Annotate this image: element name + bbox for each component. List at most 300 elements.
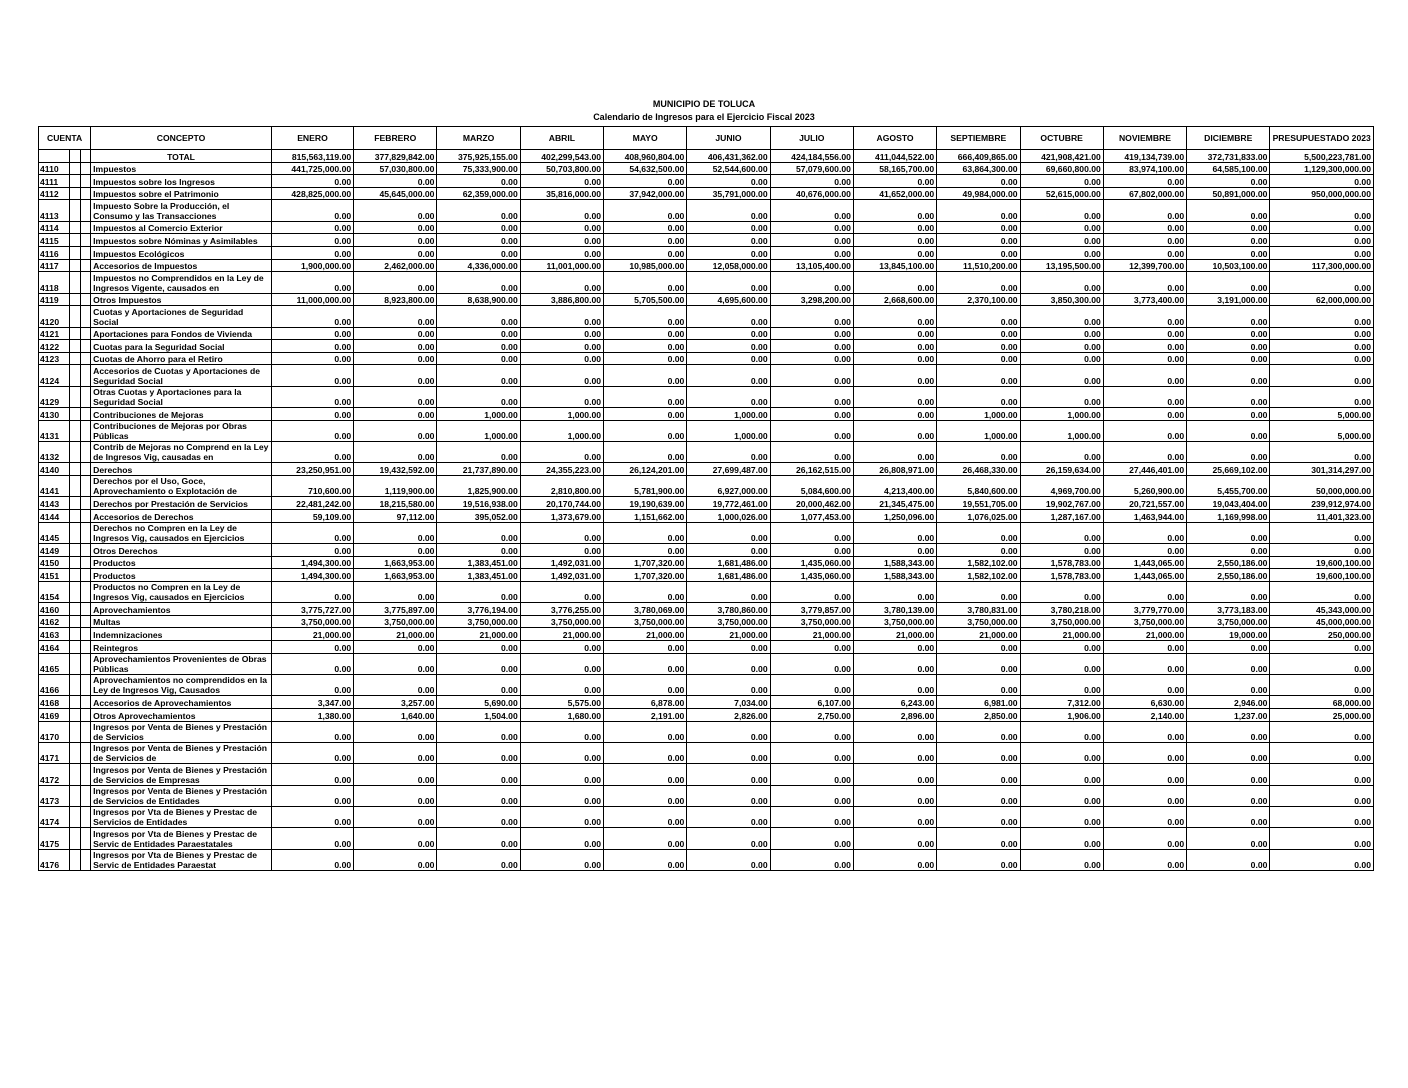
- subaccount-cell: [70, 721, 81, 742]
- table-row: [39, 569, 1374, 582]
- concept-cell: TOTAL: [91, 150, 272, 163]
- month-value-cell: 0.00: [937, 807, 1020, 828]
- month-value-cell: 0.00: [1103, 442, 1186, 463]
- month-value-cell: 0.00: [1020, 272, 1103, 293]
- month-value-cell: 3,750,000.00: [687, 615, 770, 628]
- month-value-cell: 0.00: [271, 807, 353, 828]
- month-value-cell: 0.00: [271, 653, 353, 674]
- concept-cell: Productos: [91, 569, 272, 582]
- month-value-cell: 0.00: [1103, 807, 1186, 828]
- month-value-cell: 0.00: [520, 581, 603, 602]
- subaccount-cell: [70, 522, 81, 543]
- month-value-cell: 0.00: [271, 420, 353, 441]
- month-value-cell: 0.00: [770, 721, 853, 742]
- table-row: [39, 742, 1374, 763]
- income-calendar-table: [38, 126, 1374, 871]
- budget-total-cell: 0.00: [1270, 544, 1374, 557]
- month-value-cell: 0.00: [687, 175, 770, 188]
- month-value-cell: 50,891,000.00: [1187, 187, 1270, 200]
- month-value-cell: 1,681,486.00: [687, 556, 770, 569]
- month-value-cell: 0.00: [354, 442, 437, 463]
- month-value-cell: 424,184,556.00: [770, 150, 853, 163]
- month-value-cell: 35,791,000.00: [687, 187, 770, 200]
- table-row: [39, 708, 1374, 721]
- month-value-cell: 0.00: [271, 522, 353, 543]
- month-value-cell: 3,750,000.00: [1103, 615, 1186, 628]
- table-row: [39, 442, 1374, 463]
- table-row: [39, 556, 1374, 569]
- account-code-cell: 4168: [39, 696, 70, 709]
- month-value-cell: 1,000.00: [687, 408, 770, 421]
- month-value-cell: 0.00: [1020, 785, 1103, 806]
- month-value-cell: 0.00: [604, 742, 687, 763]
- table-row: [39, 849, 1374, 870]
- month-value-cell: 0.00: [437, 828, 520, 849]
- month-value-cell: 0.00: [937, 386, 1020, 407]
- month-value-cell: 408,960,804.00: [604, 150, 687, 163]
- table-row: [39, 293, 1374, 306]
- month-value-cell: 0.00: [354, 246, 437, 259]
- document-title: MUNICIPIO DE TOLUCA: [652, 99, 756, 109]
- month-value-cell: 0.00: [1020, 200, 1103, 221]
- month-value-cell: 0.00: [1020, 352, 1103, 365]
- month-value-cell: 0.00: [1187, 221, 1270, 234]
- table-row: [39, 628, 1374, 641]
- concept-cell: Multas: [91, 615, 272, 628]
- month-value-cell: 1,000.00: [937, 408, 1020, 421]
- month-value-cell: 3,750,000.00: [1020, 615, 1103, 628]
- subaccount-cell: [70, 293, 81, 306]
- month-value-cell: 1,588,343.00: [853, 569, 936, 582]
- concept-cell: Cuotas de Ahorro para el Retiro: [91, 352, 272, 365]
- month-value-cell: 0.00: [271, 764, 353, 785]
- subaccount-cell: [81, 187, 91, 200]
- month-value-cell: 2,370,100.00: [937, 293, 1020, 306]
- month-value-cell: 0.00: [520, 721, 603, 742]
- month-value-cell: 0.00: [853, 234, 936, 247]
- subaccount-cell: [70, 420, 81, 441]
- subaccount-cell: [81, 234, 91, 247]
- month-value-cell: 1,383,451.00: [437, 569, 520, 582]
- month-value-cell: 62,359,000.00: [437, 187, 520, 200]
- month-value-cell: 0.00: [1187, 640, 1270, 653]
- subaccount-cell: [81, 640, 91, 653]
- month-value-cell: 0.00: [354, 581, 437, 602]
- account-code-cell: 4175: [39, 828, 70, 849]
- month-value-cell: 19,902,767.00: [1020, 497, 1103, 510]
- budget-total-cell: 0.00: [1270, 764, 1374, 785]
- table-row: [39, 764, 1374, 785]
- month-value-cell: 0.00: [687, 221, 770, 234]
- month-value-cell: 21,000.00: [271, 628, 353, 641]
- subaccount-cell: [70, 628, 81, 641]
- month-value-cell: 0.00: [1187, 246, 1270, 259]
- month-value-cell: 57,079,600.00: [770, 162, 853, 175]
- account-code-cell: 4110: [39, 162, 70, 175]
- month-value-cell: 0.00: [271, 442, 353, 463]
- account-code-cell: 4140: [39, 463, 70, 476]
- month-value-cell: 1,151,662.00: [604, 510, 687, 523]
- subaccount-cell: [70, 674, 81, 695]
- month-value-cell: 0.00: [354, 640, 437, 653]
- month-value-cell: 1,681,486.00: [687, 569, 770, 582]
- column-header-marzo: MARZO: [437, 127, 520, 150]
- month-value-cell: 5,455,700.00: [1187, 476, 1270, 497]
- month-value-cell: 69,660,800.00: [1020, 162, 1103, 175]
- table-row: [39, 522, 1374, 543]
- month-value-cell: 0.00: [271, 340, 353, 353]
- month-value-cell: 1,582,102.00: [937, 556, 1020, 569]
- month-value-cell: 35,816,000.00: [520, 187, 603, 200]
- month-value-cell: 0.00: [1187, 306, 1270, 327]
- month-value-cell: 0.00: [937, 522, 1020, 543]
- month-value-cell: 1,588,343.00: [853, 556, 936, 569]
- subaccount-cell: [81, 463, 91, 476]
- month-value-cell: 0.00: [604, 340, 687, 353]
- account-code-cell: 4163: [39, 628, 70, 641]
- month-value-cell: 21,000.00: [1103, 628, 1186, 641]
- subaccount-cell: [70, 340, 81, 353]
- column-header-abril: ABRIL: [520, 127, 603, 150]
- month-value-cell: 0.00: [271, 721, 353, 742]
- concept-cell: Derechos no Compren en la Ley de Ingresos Vig, causados en Ejercicios: [91, 522, 272, 543]
- month-value-cell: 0.00: [520, 306, 603, 327]
- month-value-cell: 0.00: [437, 807, 520, 828]
- month-value-cell: 0.00: [1103, 408, 1186, 421]
- month-value-cell: 21,000.00: [354, 628, 437, 641]
- account-code-cell: 4132: [39, 442, 70, 463]
- month-value-cell: 0.00: [271, 408, 353, 421]
- month-value-cell: 0.00: [1103, 640, 1186, 653]
- month-value-cell: 0.00: [271, 200, 353, 221]
- month-value-cell: 0.00: [1103, 272, 1186, 293]
- subaccount-cell: [70, 581, 81, 602]
- month-value-cell: 4,695,600.00: [687, 293, 770, 306]
- month-value-cell: 12,399,700.00: [1103, 259, 1186, 272]
- month-value-cell: 2,896.00: [853, 708, 936, 721]
- month-value-cell: 0.00: [937, 175, 1020, 188]
- subaccount-cell: [81, 150, 91, 163]
- subaccount-cell: [81, 581, 91, 602]
- month-value-cell: 0.00: [937, 674, 1020, 695]
- account-code-cell: 4122: [39, 340, 70, 353]
- concept-cell: Aportaciones para Fondos de Vivienda: [91, 327, 272, 340]
- subaccount-cell: [70, 352, 81, 365]
- month-value-cell: 1,383,451.00: [437, 556, 520, 569]
- month-value-cell: 441,725,000.00: [271, 162, 353, 175]
- subaccount-cell: [81, 708, 91, 721]
- budget-total-cell: 62,000,000.00: [1270, 293, 1374, 306]
- month-value-cell: 3,780,069.00: [604, 603, 687, 616]
- month-value-cell: 0.00: [520, 200, 603, 221]
- budget-total-cell: 0.00: [1270, 234, 1374, 247]
- concept-cell: Impuesto Sobre la Producción, el Consumo y las Transacciones: [91, 200, 272, 221]
- month-value-cell: 0.00: [687, 581, 770, 602]
- month-value-cell: 1,287,167.00: [1020, 510, 1103, 523]
- month-value-cell: 0.00: [271, 386, 353, 407]
- month-value-cell: 13,845,100.00: [853, 259, 936, 272]
- month-value-cell: 0.00: [1187, 721, 1270, 742]
- month-value-cell: 52,615,000.00: [1020, 187, 1103, 200]
- month-value-cell: 0.00: [770, 420, 853, 441]
- month-value-cell: 5,084,600.00: [770, 476, 853, 497]
- month-value-cell: 0.00: [853, 674, 936, 695]
- subaccount-cell: [70, 187, 81, 200]
- month-value-cell: 0.00: [604, 352, 687, 365]
- month-value-cell: 377,829,842.00: [354, 150, 437, 163]
- column-header-presupuestado: PRESUPUESTADO 2023: [1270, 127, 1374, 150]
- month-value-cell: 1,000.00: [437, 420, 520, 441]
- subaccount-cell: [81, 352, 91, 365]
- month-value-cell: 1,504.00: [437, 708, 520, 721]
- budget-total-cell: 0.00: [1270, 674, 1374, 695]
- month-value-cell: 0.00: [604, 849, 687, 870]
- month-value-cell: 0.00: [853, 386, 936, 407]
- month-value-cell: 0.00: [937, 200, 1020, 221]
- month-value-cell: 58,165,700.00: [853, 162, 936, 175]
- month-value-cell: 21,000.00: [687, 628, 770, 641]
- month-value-cell: 0.00: [1020, 544, 1103, 557]
- month-value-cell: 19,043,404.00: [1187, 497, 1270, 510]
- month-value-cell: 63,864,300.00: [937, 162, 1020, 175]
- month-value-cell: 2,191.00: [604, 708, 687, 721]
- subaccount-cell: [81, 510, 91, 523]
- month-value-cell: 0.00: [1103, 849, 1186, 870]
- month-value-cell: 83,974,100.00: [1103, 162, 1186, 175]
- budget-total-cell: 0.00: [1270, 327, 1374, 340]
- month-value-cell: 0.00: [437, 721, 520, 742]
- month-value-cell: 1,237.00: [1187, 708, 1270, 721]
- month-value-cell: 0.00: [770, 234, 853, 247]
- subaccount-cell: [70, 476, 81, 497]
- month-value-cell: 0.00: [604, 674, 687, 695]
- month-value-cell: 3,780,218.00: [1020, 603, 1103, 616]
- subaccount-cell: [70, 327, 81, 340]
- month-value-cell: 2,462,000.00: [354, 259, 437, 272]
- month-value-cell: 0.00: [770, 828, 853, 849]
- subaccount-cell: [81, 420, 91, 441]
- account-code-cell: 4131: [39, 420, 70, 441]
- budget-total-cell: 0.00: [1270, 352, 1374, 365]
- month-value-cell: 0.00: [354, 352, 437, 365]
- table-row: [39, 408, 1374, 421]
- subaccount-cell: [81, 386, 91, 407]
- month-value-cell: 0.00: [1103, 420, 1186, 441]
- month-value-cell: 0.00: [354, 742, 437, 763]
- month-value-cell: 0.00: [520, 340, 603, 353]
- month-value-cell: 1,825,900.00: [437, 476, 520, 497]
- subaccount-cell: [81, 200, 91, 221]
- month-value-cell: 0.00: [937, 828, 1020, 849]
- table-row: [39, 246, 1374, 259]
- month-value-cell: 0.00: [604, 544, 687, 557]
- month-value-cell: 2,750.00: [770, 708, 853, 721]
- month-value-cell: 0.00: [271, 272, 353, 293]
- month-value-cell: 8,923,800.00: [354, 293, 437, 306]
- month-value-cell: 3,779,857.00: [770, 603, 853, 616]
- month-value-cell: 21,000.00: [770, 628, 853, 641]
- month-value-cell: 1,000.00: [687, 420, 770, 441]
- column-header-cuenta: CUENTA: [39, 127, 91, 150]
- subaccount-cell: [70, 259, 81, 272]
- concept-cell: Impuestos Ecológicos: [91, 246, 272, 259]
- budget-total-cell: 19,600,100.00: [1270, 556, 1374, 569]
- concept-cell: Impuestos sobre el Patrimonio: [91, 187, 272, 200]
- table-row: [39, 674, 1374, 695]
- month-value-cell: 0.00: [1020, 175, 1103, 188]
- month-value-cell: 3,750,000.00: [937, 615, 1020, 628]
- budget-total-cell: 25,000.00: [1270, 708, 1374, 721]
- budget-total-cell: 1,129,300,000.00: [1270, 162, 1374, 175]
- month-value-cell: 0.00: [1020, 807, 1103, 828]
- month-value-cell: 4,213,400.00: [853, 476, 936, 497]
- month-value-cell: 0.00: [437, 742, 520, 763]
- month-value-cell: 0.00: [1020, 674, 1103, 695]
- month-value-cell: 1,000.00: [520, 420, 603, 441]
- month-value-cell: 0.00: [437, 674, 520, 695]
- table-row: [39, 340, 1374, 353]
- month-value-cell: 0.00: [604, 640, 687, 653]
- month-value-cell: 0.00: [770, 807, 853, 828]
- month-value-cell: 0.00: [437, 234, 520, 247]
- month-value-cell: 0.00: [853, 721, 936, 742]
- budget-total-cell: 250,000.00: [1270, 628, 1374, 641]
- month-value-cell: 0.00: [437, 764, 520, 785]
- table-row: [39, 221, 1374, 234]
- month-value-cell: 26,159,634.00: [1020, 463, 1103, 476]
- month-value-cell: 0.00: [937, 849, 1020, 870]
- month-value-cell: 0.00: [937, 640, 1020, 653]
- month-value-cell: 0.00: [604, 221, 687, 234]
- month-value-cell: 0.00: [1103, 764, 1186, 785]
- budget-total-cell: 0.00: [1270, 365, 1374, 386]
- month-value-cell: 0.00: [437, 175, 520, 188]
- month-value-cell: 372,731,833.00: [1187, 150, 1270, 163]
- month-value-cell: 421,908,421.00: [1020, 150, 1103, 163]
- month-value-cell: 3,775,897.00: [354, 603, 437, 616]
- table-row: [39, 200, 1374, 221]
- month-value-cell: 0.00: [604, 200, 687, 221]
- account-code-cell: 4151: [39, 569, 70, 582]
- month-value-cell: 0.00: [1187, 742, 1270, 763]
- month-value-cell: 12,058,000.00: [687, 259, 770, 272]
- month-value-cell: 0.00: [770, 442, 853, 463]
- month-value-cell: 0.00: [354, 200, 437, 221]
- account-code-cell: 4119: [39, 293, 70, 306]
- month-value-cell: 0.00: [437, 849, 520, 870]
- account-code-cell: 4123: [39, 352, 70, 365]
- account-code-cell: 4173: [39, 785, 70, 806]
- month-value-cell: 1,443,065.00: [1103, 569, 1186, 582]
- subaccount-cell: [81, 175, 91, 188]
- account-code-cell: 4150: [39, 556, 70, 569]
- concept-cell: Otros Impuestos: [91, 293, 272, 306]
- month-value-cell: 0.00: [853, 340, 936, 353]
- month-value-cell: 2,850.00: [937, 708, 1020, 721]
- month-value-cell: 0.00: [520, 246, 603, 259]
- document-subtitle: Calendario de Ingresos para el Ejercicio Fiscal 2023: [593, 112, 815, 122]
- table-row: [39, 175, 1374, 188]
- month-value-cell: 37,942,000.00: [604, 187, 687, 200]
- month-value-cell: 1,906.00: [1020, 708, 1103, 721]
- month-value-cell: 428,825,000.00: [271, 187, 353, 200]
- month-value-cell: 0.00: [271, 246, 353, 259]
- table-row: [39, 187, 1374, 200]
- month-value-cell: 21,000.00: [520, 628, 603, 641]
- month-value-cell: 0.00: [770, 764, 853, 785]
- account-code-cell: 4162: [39, 615, 70, 628]
- month-value-cell: 0.00: [271, 544, 353, 557]
- month-value-cell: 0.00: [1103, 246, 1186, 259]
- month-value-cell: 0.00: [520, 653, 603, 674]
- month-value-cell: 0.00: [687, 807, 770, 828]
- month-value-cell: 20,000,462.00: [770, 497, 853, 510]
- subaccount-cell: [70, 442, 81, 463]
- month-value-cell: 0.00: [354, 340, 437, 353]
- budget-total-cell: 0.00: [1270, 246, 1374, 259]
- month-value-cell: 1,443,065.00: [1103, 556, 1186, 569]
- month-value-cell: 19,551,705.00: [937, 497, 1020, 510]
- month-value-cell: 0.00: [1020, 442, 1103, 463]
- month-value-cell: 0.00: [604, 386, 687, 407]
- subaccount-cell: [81, 408, 91, 421]
- subaccount-cell: [70, 497, 81, 510]
- month-value-cell: 0.00: [354, 408, 437, 421]
- month-value-cell: 666,409,865.00: [937, 150, 1020, 163]
- account-code-cell: 4166: [39, 674, 70, 695]
- month-value-cell: 0.00: [1020, 721, 1103, 742]
- month-value-cell: 0.00: [520, 849, 603, 870]
- month-value-cell: 21,000.00: [437, 628, 520, 641]
- month-value-cell: 1,119,900.00: [354, 476, 437, 497]
- account-code-cell: 4116: [39, 246, 70, 259]
- subaccount-cell: [81, 246, 91, 259]
- month-value-cell: 5,781,900.00: [604, 476, 687, 497]
- month-value-cell: 3,750,000.00: [437, 615, 520, 628]
- month-value-cell: 67,802,000.00: [1103, 187, 1186, 200]
- month-value-cell: 0.00: [937, 721, 1020, 742]
- month-value-cell: 3,750,000.00: [1187, 615, 1270, 628]
- month-value-cell: 8,638,900.00: [437, 293, 520, 306]
- month-value-cell: 3,750,000.00: [271, 615, 353, 628]
- month-value-cell: 0.00: [937, 272, 1020, 293]
- table-row: [39, 603, 1374, 616]
- subaccount-cell: [81, 653, 91, 674]
- month-value-cell: 1,077,453.00: [770, 510, 853, 523]
- concept-cell: Ingresos por Venta de Bienes y Prestación de Servicios de Empresas: [91, 764, 272, 785]
- concept-cell: Contrib de Mejoras no Comprend en la Ley de Ingresos Vig, causadas en: [91, 442, 272, 463]
- month-value-cell: 0.00: [520, 785, 603, 806]
- column-header-mayo: MAYO: [604, 127, 687, 150]
- month-value-cell: 395,052.00: [437, 510, 520, 523]
- month-value-cell: 0.00: [1103, 544, 1186, 557]
- subaccount-cell: [81, 442, 91, 463]
- month-value-cell: 1,000.00: [1020, 420, 1103, 441]
- month-value-cell: 0.00: [271, 365, 353, 386]
- month-value-cell: 75,333,900.00: [437, 162, 520, 175]
- month-value-cell: 52,544,600.00: [687, 162, 770, 175]
- budget-total-cell: 0.00: [1270, 785, 1374, 806]
- month-value-cell: 0.00: [770, 365, 853, 386]
- table-row: [39, 785, 1374, 806]
- month-value-cell: 0.00: [437, 522, 520, 543]
- month-value-cell: 0.00: [937, 340, 1020, 353]
- subaccount-cell: [70, 386, 81, 407]
- month-value-cell: 22,481,242.00: [271, 497, 353, 510]
- month-value-cell: 0.00: [271, 828, 353, 849]
- month-value-cell: 0.00: [437, 306, 520, 327]
- month-value-cell: 0.00: [853, 544, 936, 557]
